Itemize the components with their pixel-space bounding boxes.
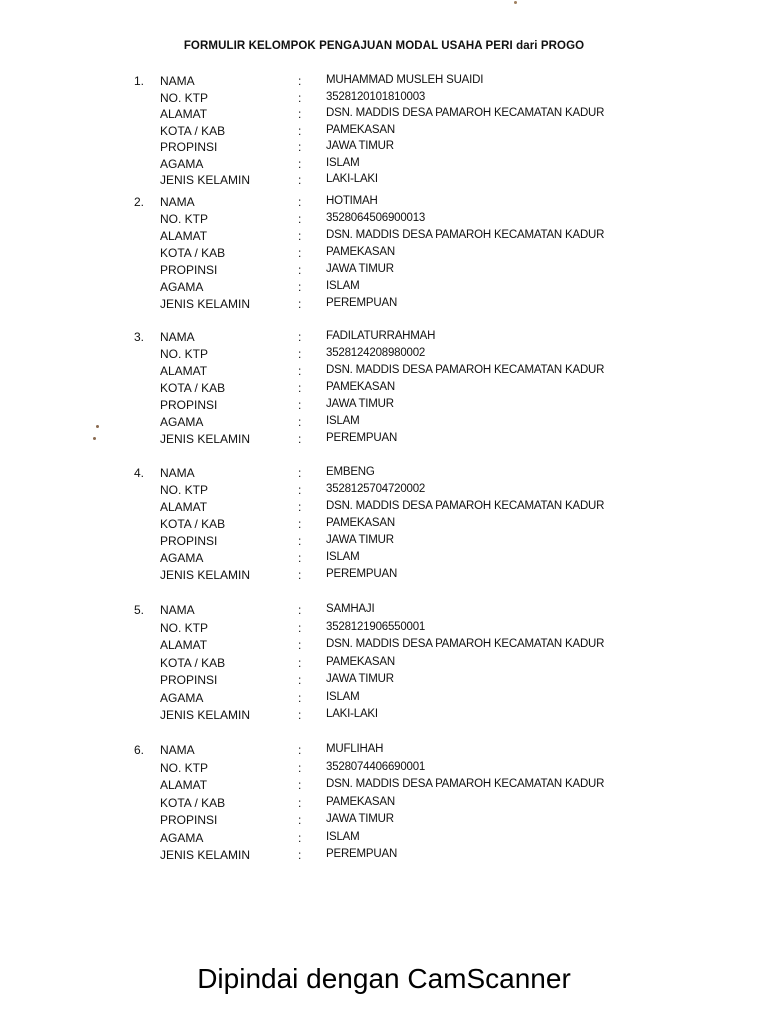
field-label: JENIS KELAMIN xyxy=(160,432,251,446)
field-label: PROPINSI xyxy=(160,140,218,154)
field-row-propinsi xyxy=(0,398,768,414)
field-label: JENIS KELAMIN xyxy=(160,173,251,187)
field-row-kota-kab xyxy=(0,517,768,533)
field-colon: : xyxy=(298,123,302,138)
field-value: LAKI-LAKI xyxy=(326,173,378,185)
field-colon: : xyxy=(298,364,302,378)
field-colon: : xyxy=(298,156,302,171)
field-label: NAMA xyxy=(160,743,195,757)
field-label: KOTA / KAB xyxy=(160,123,226,138)
field-label: JENIS KELAMIN xyxy=(160,708,251,722)
field-colon: : xyxy=(298,690,302,705)
field-value: 3528074406690001 xyxy=(326,760,426,773)
field-row-alamat xyxy=(0,364,768,380)
field-value: JAWA TIMUR xyxy=(326,534,394,546)
field-row-nama xyxy=(0,74,768,90)
field-label: NAMA xyxy=(160,74,195,88)
field-label: NO. KTP xyxy=(160,483,209,497)
field-value: SAMHAJI xyxy=(326,603,375,615)
field-row-agama xyxy=(0,691,768,707)
field-row-propinsi xyxy=(0,263,768,279)
field-row-nama xyxy=(0,743,768,759)
field-label: NAMA xyxy=(160,466,195,480)
field-row-nama xyxy=(0,603,768,619)
field-row-jenis-kelamin xyxy=(0,173,768,189)
field-value: PEREMPUAN xyxy=(326,848,398,860)
field-row-no-ktp xyxy=(0,761,768,777)
field-value: ISLAM xyxy=(326,415,360,427)
field-value: JAWA TIMUR xyxy=(326,398,394,410)
entry-number: 1. xyxy=(134,74,145,88)
field-row-propinsi xyxy=(0,813,768,829)
field-colon: : xyxy=(298,743,302,757)
field-label: KOTA / KAB xyxy=(160,517,226,531)
field-label: NAMA xyxy=(160,603,195,617)
field-colon: : xyxy=(298,603,302,617)
field-row-nama xyxy=(0,330,768,346)
field-row-alamat xyxy=(0,500,768,516)
field-colon: : xyxy=(298,280,302,294)
field-colon: : xyxy=(298,534,302,548)
field-value: ISLAM xyxy=(326,690,360,703)
field-label: AGAMA xyxy=(160,690,204,705)
field-label: NO. KTP xyxy=(160,347,209,361)
field-value: EMBENG xyxy=(326,466,375,478)
field-value: DSN. MADDIS DESA PAMAROH KECAMATAN KADUR xyxy=(326,364,605,376)
field-label: PROPINSI xyxy=(160,263,218,277)
field-label: PROPINSI xyxy=(160,398,218,412)
field-label: NO. KTP xyxy=(160,90,209,105)
field-row-no-ktp xyxy=(0,212,768,228)
field-value: DSN. MADDIS DESA PAMAROH KECAMATAN KADUR xyxy=(326,229,605,241)
field-value: 3528064506900013 xyxy=(326,212,426,224)
field-colon: : xyxy=(298,673,302,687)
field-value: PAMEKASAN xyxy=(326,123,395,136)
field-row-jenis-kelamin xyxy=(0,848,768,864)
field-value: ISLAM xyxy=(326,280,360,292)
field-colon: : xyxy=(298,638,302,652)
entry-number: 2. xyxy=(134,195,145,209)
field-value: JAWA TIMUR xyxy=(326,673,394,685)
field-label: NO. KTP xyxy=(160,620,209,635)
field-row-agama xyxy=(0,280,768,296)
field-colon: : xyxy=(298,297,302,311)
scanner-watermark: Dipindai dengan CamScanner xyxy=(197,963,571,994)
field-row-kota-kab xyxy=(0,124,768,140)
entry-number: 3. xyxy=(134,330,145,344)
field-row-no-ktp xyxy=(0,91,768,107)
field-colon: : xyxy=(298,813,302,827)
field-value: PEREMPUAN xyxy=(326,432,398,444)
field-label: ALAMAT xyxy=(160,638,208,652)
field-label: JENIS KELAMIN xyxy=(160,848,251,862)
field-colon: : xyxy=(298,246,302,260)
field-row-alamat xyxy=(0,229,768,245)
entry-number: 5. xyxy=(134,603,145,617)
field-value: JAWA TIMUR xyxy=(326,263,394,275)
field-value: PEREMPUAN xyxy=(326,297,398,309)
field-label: AGAMA xyxy=(160,156,204,171)
field-colon: : xyxy=(298,347,302,361)
scan-speck xyxy=(514,1,517,4)
field-value: HOTIMAH xyxy=(326,195,378,207)
field-label: NO. KTP xyxy=(160,760,209,775)
field-label: ALAMAT xyxy=(160,107,208,121)
field-label: NAMA xyxy=(160,195,195,209)
field-row-agama xyxy=(0,415,768,431)
field-row-kota-kab xyxy=(0,796,768,812)
field-row-propinsi xyxy=(0,673,768,689)
field-label: KOTA / KAB xyxy=(160,655,226,670)
field-colon: : xyxy=(298,381,302,395)
field-colon: : xyxy=(298,848,302,862)
field-value: 3528124208980002 xyxy=(326,347,426,359)
field-row-kota-kab xyxy=(0,246,768,262)
field-row-nama xyxy=(0,466,768,482)
field-colon: : xyxy=(298,415,302,429)
field-label: NAMA xyxy=(160,330,195,344)
field-label: JENIS KELAMIN xyxy=(160,568,251,582)
field-row-no-ktp xyxy=(0,621,768,637)
scan-speck xyxy=(93,437,96,440)
field-colon: : xyxy=(298,173,302,187)
field-value: 3528121906550001 xyxy=(326,620,426,633)
field-colon: : xyxy=(298,483,302,497)
field-row-jenis-kelamin xyxy=(0,432,768,448)
field-value: PAMEKASAN xyxy=(326,381,395,393)
field-colon: : xyxy=(298,74,302,88)
field-value: DSN. MADDIS DESA PAMAROH KECAMATAN KADUR xyxy=(326,500,605,512)
field-colon: : xyxy=(298,195,302,209)
document-title: FORMULIR KELOMPOK PENGAJUAN MODAL USAHA PERI dari PROGO xyxy=(183,40,585,52)
field-colon: : xyxy=(298,517,302,531)
field-value: LAKI-LAKI xyxy=(326,708,378,720)
field-row-no-ktp xyxy=(0,483,768,499)
field-colon: : xyxy=(298,90,302,105)
field-row-agama xyxy=(0,157,768,173)
field-colon: : xyxy=(298,398,302,412)
field-row-alamat xyxy=(0,778,768,794)
field-value: FADILATURRAHMAH xyxy=(326,330,436,342)
field-value: JAWA TIMUR xyxy=(326,813,394,825)
field-label: KOTA / KAB xyxy=(160,246,226,260)
field-colon: : xyxy=(298,830,302,845)
field-row-propinsi xyxy=(0,140,768,156)
field-value: PEREMPUAN xyxy=(326,568,398,580)
field-value: MUFLIHAH xyxy=(326,743,384,755)
field-label: NO. KTP xyxy=(160,212,209,226)
entry-number: 4. xyxy=(134,466,145,480)
field-colon: : xyxy=(298,432,302,446)
field-label: PROPINSI xyxy=(160,673,218,687)
field-row-kota-kab xyxy=(0,656,768,672)
field-colon: : xyxy=(298,263,302,277)
field-value: PAMEKASAN xyxy=(326,517,395,529)
field-label: JENIS KELAMIN xyxy=(160,297,251,311)
field-value: ISLAM xyxy=(326,551,360,563)
scan-speck xyxy=(96,425,99,428)
field-label: PROPINSI xyxy=(160,813,218,827)
field-colon: : xyxy=(298,620,302,635)
field-row-agama xyxy=(0,831,768,847)
field-colon: : xyxy=(298,795,302,810)
field-label: AGAMA xyxy=(160,551,204,565)
field-colon: : xyxy=(298,708,302,722)
field-row-no-ktp xyxy=(0,347,768,363)
field-colon: : xyxy=(298,500,302,514)
field-label: AGAMA xyxy=(160,280,204,294)
field-label: ALAMAT xyxy=(160,500,208,514)
field-colon: : xyxy=(298,229,302,243)
field-value: PAMEKASAN xyxy=(326,246,395,258)
field-label: ALAMAT xyxy=(160,229,208,243)
entry-number: 6. xyxy=(134,743,145,757)
field-colon: : xyxy=(298,212,302,226)
field-colon: : xyxy=(298,330,302,344)
field-label: PROPINSI xyxy=(160,534,218,548)
field-row-alamat xyxy=(0,638,768,654)
field-value: MUHAMMAD MUSLEH SUAIDI xyxy=(326,74,484,86)
field-label: ALAMAT xyxy=(160,364,208,378)
field-row-agama xyxy=(0,551,768,567)
field-value: PAMEKASAN xyxy=(326,655,395,668)
field-value: ISLAM xyxy=(326,830,360,843)
field-value: DSN. MADDIS DESA PAMAROH KECAMATAN KADUR xyxy=(326,638,605,650)
field-colon: : xyxy=(298,466,302,480)
field-colon: : xyxy=(298,140,302,154)
field-row-kota-kab xyxy=(0,381,768,397)
field-label: KOTA / KAB xyxy=(160,381,226,395)
field-row-jenis-kelamin xyxy=(0,708,768,724)
field-colon: : xyxy=(298,760,302,775)
field-label: AGAMA xyxy=(160,830,204,845)
field-colon: : xyxy=(298,107,302,121)
field-colon: : xyxy=(298,568,302,582)
field-label: ALAMAT xyxy=(160,778,208,792)
field-colon: : xyxy=(298,551,302,565)
field-row-propinsi xyxy=(0,534,768,550)
field-row-jenis-kelamin xyxy=(0,297,768,313)
field-value: DSN. MADDIS DESA PAMAROH KECAMATAN KADUR xyxy=(326,107,605,119)
field-colon: : xyxy=(298,778,302,792)
field-row-alamat xyxy=(0,107,768,123)
field-row-jenis-kelamin xyxy=(0,568,768,584)
field-value: DSN. MADDIS DESA PAMAROH KECAMATAN KADUR xyxy=(326,778,605,790)
field-value: PAMEKASAN xyxy=(326,795,395,808)
field-colon: : xyxy=(298,655,302,670)
field-label: KOTA / KAB xyxy=(160,795,226,810)
field-value: 3528120101810003 xyxy=(326,90,426,103)
field-value: JAWA TIMUR xyxy=(326,140,394,152)
field-label: AGAMA xyxy=(160,415,204,429)
field-row-nama xyxy=(0,195,768,211)
field-value: ISLAM xyxy=(326,156,360,169)
field-value: 3528125704720002 xyxy=(326,483,426,495)
